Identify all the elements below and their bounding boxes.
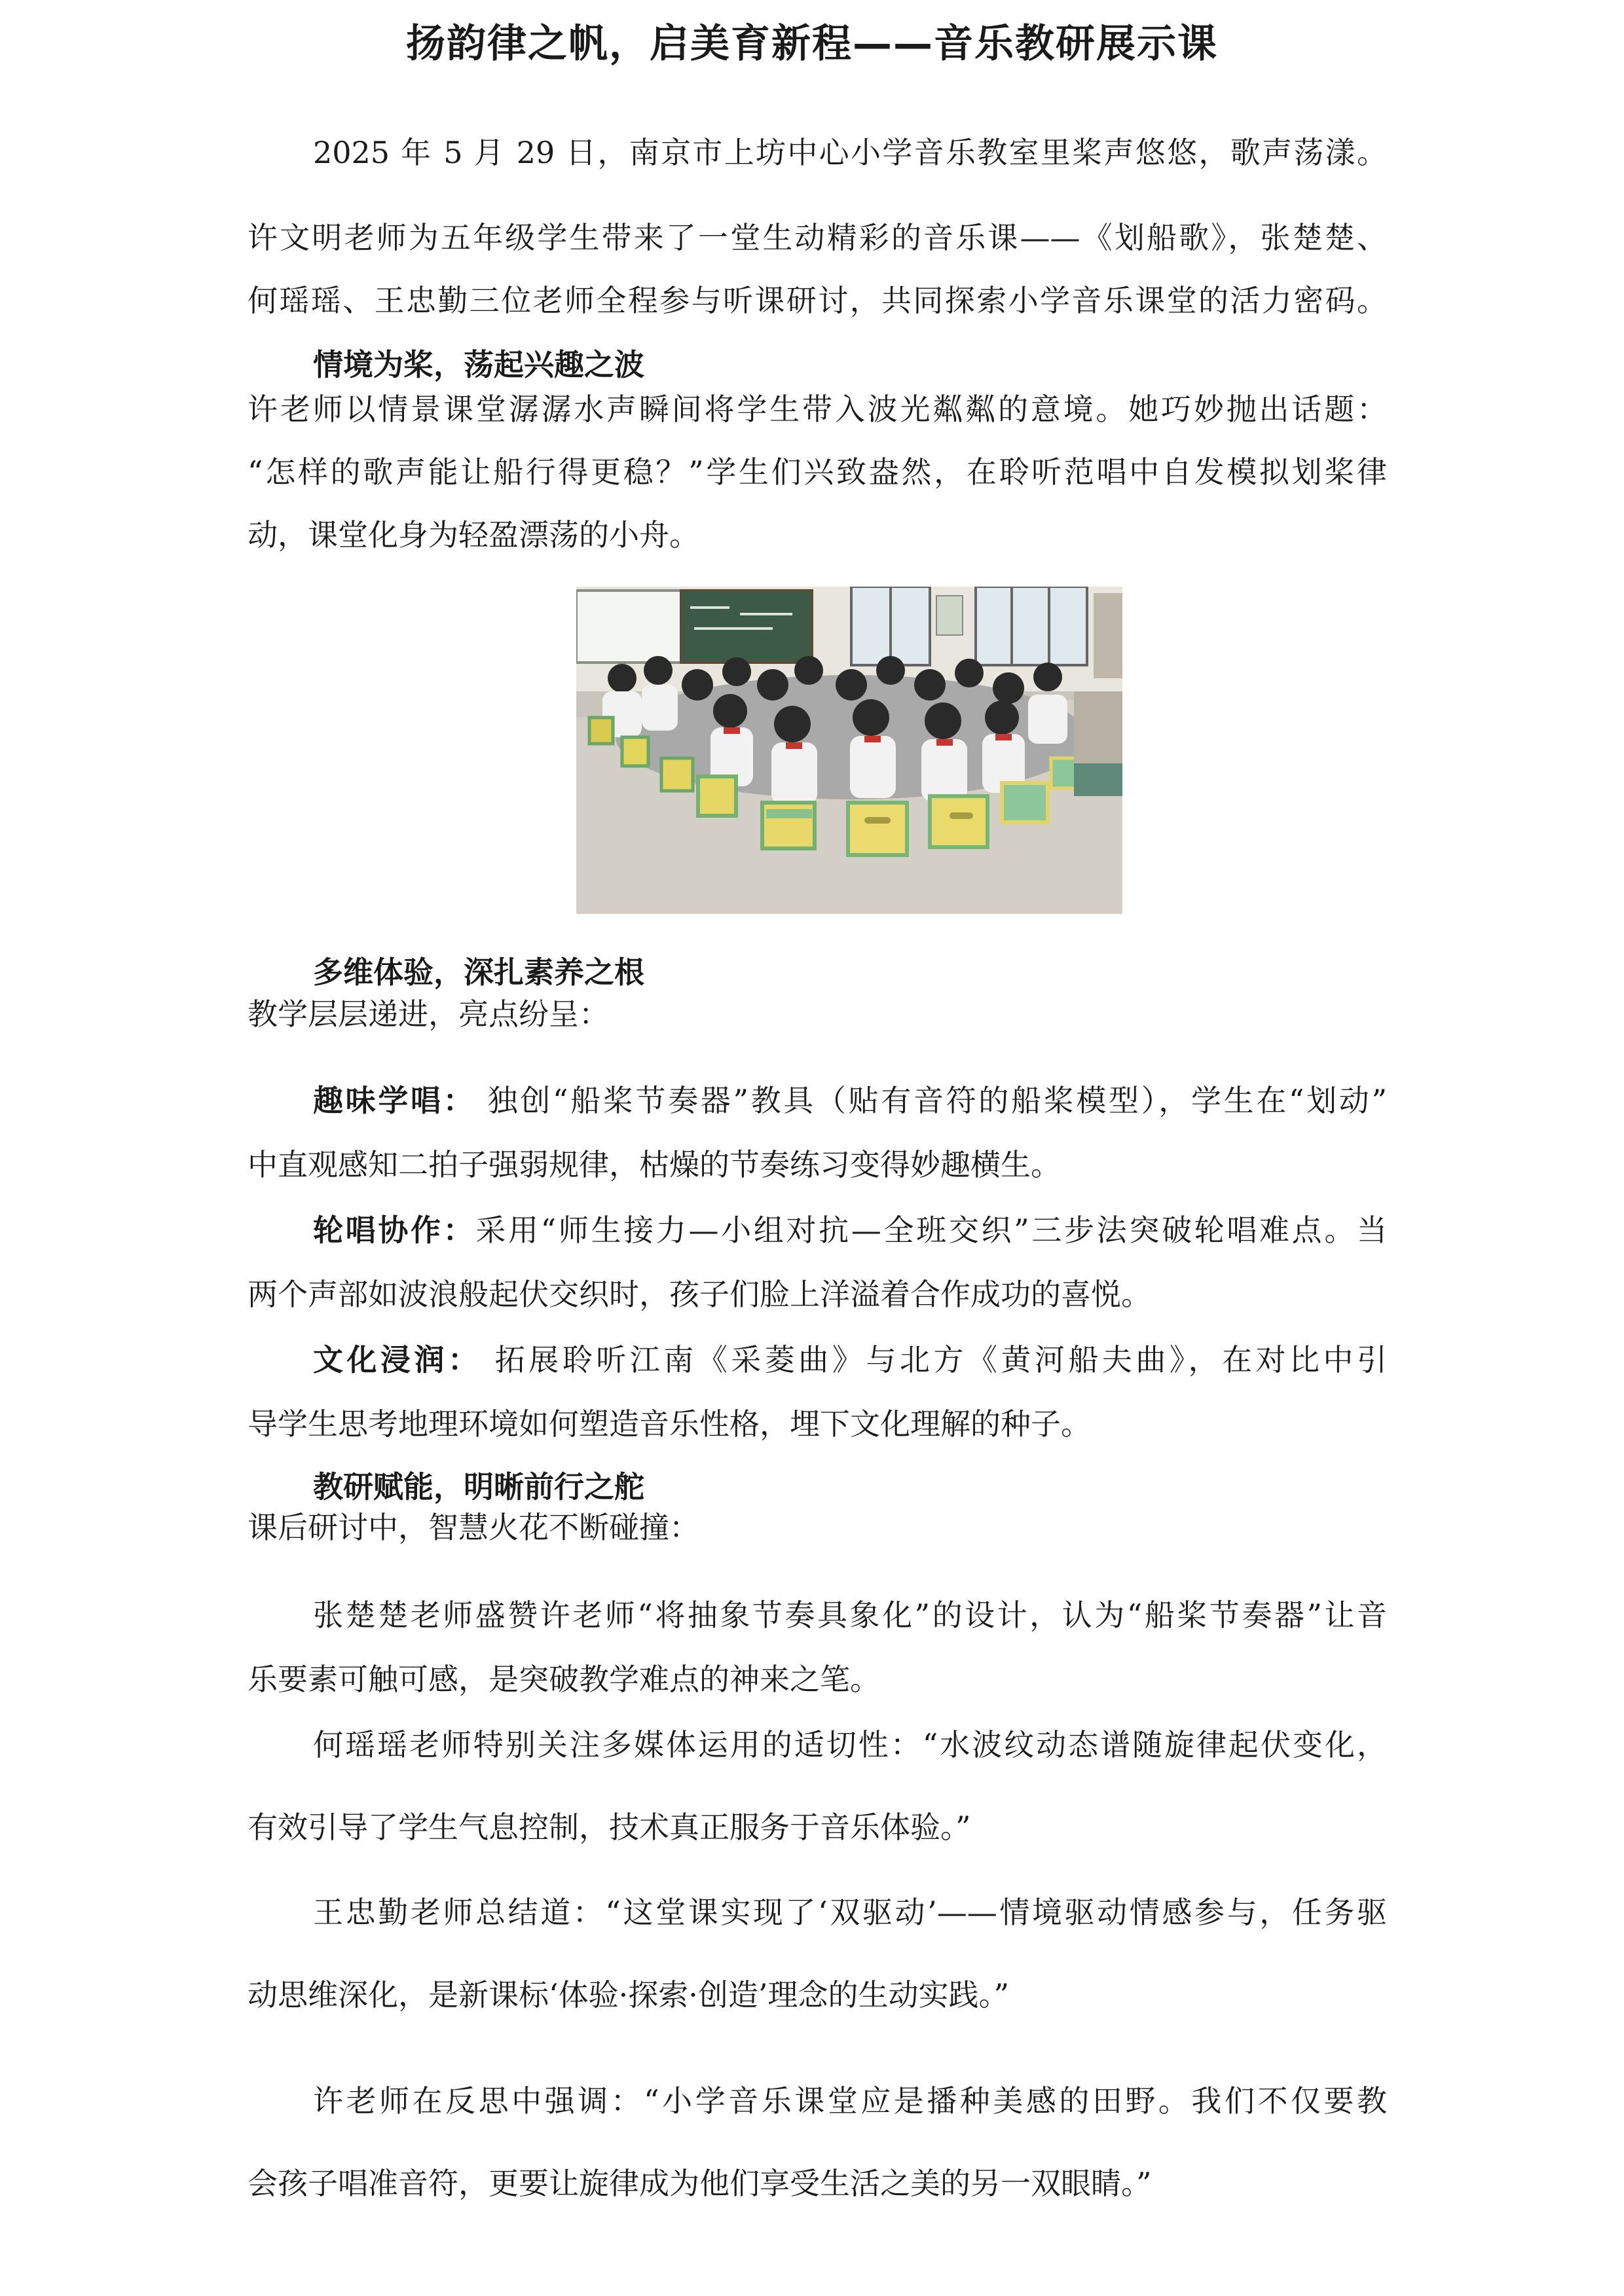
item-1-text: 独创“船桨节奏器”教具（贴有音符的船桨模型），学生在“划动” — [475, 1083, 1387, 1118]
item-3-text: 拓展聆听江南《采菱曲》与北方《黄河船夫曲》，在对比中引 — [481, 1342, 1388, 1377]
classroom-photo-illustration — [576, 587, 1122, 914]
section3-intro: 课后研讨中，智慧火花不断碰撞： — [248, 1510, 699, 1545]
item-2-text: 采用“师生接力—小组对抗—全班交织”三步法突破轮唱难点。当 — [475, 1212, 1387, 1248]
section1-line-2: “怎样的歌声能让船行得更稳？”学生们兴致盎然，在聆听范唱中自发模拟划桨律 — [248, 454, 1387, 490]
section3-para-1-line-2: 乐要素可触可感，是突破教学难点的神来之笔。 — [248, 1662, 880, 1697]
section3-para-4-line-1: 许老师在反思中强调：“小学音乐课堂应是播种美感的田野。我们不仅要教 — [313, 2083, 1387, 2119]
section2-item-1-line-2: 中直观感知二拍子强弱规律，枯燥的节奏练习变得妙趣横生。 — [248, 1147, 1061, 1182]
item-2-lead: 轮唱协作： — [313, 1212, 476, 1248]
item-3-lead: 文化浸润： — [313, 1342, 482, 1377]
item-1-lead: 趣味学唱： — [313, 1083, 476, 1118]
section2-item-2-line-1 — [313, 1209, 1387, 1252]
section2-item-3-line-2: 导学生思考地理环境如何塑造音乐性格，埋下文化理解的种子。 — [248, 1406, 1091, 1442]
section-heading-1: 情境为桨，荡起兴趣之波 — [313, 347, 644, 382]
section3-para-1-line-1: 张楚楚老师盛赞许老师“将抽象节奏具象化”的设计，认为“船桨节奏器”让音 — [313, 1597, 1387, 1633]
section-heading-3: 教研赋能，明晰前行之舵 — [313, 1469, 644, 1504]
classroom-photo — [576, 587, 1122, 914]
section3-para-2-line-2: 有效引导了学生气息控制，技术真正服务于音乐体验。” — [248, 1810, 971, 1845]
section2-intro: 教学层层递进，亮点纷呈： — [248, 996, 609, 1032]
section2-item-2-line-2: 两个声部如波浪般起伏交织时，孩子们脸上洋溢着合作成功的喜悦。 — [248, 1277, 1151, 1312]
section2-item-1-line-1 — [313, 1079, 1387, 1122]
section3-para-2-line-1: 何瑶瑶老师特别关注多媒体运用的适切性：“水波纹动态谱随旋律起伏变化， — [313, 1727, 1387, 1762]
section3-para-3-line-2: 动思维深化，是新课标‘体验·探索·创造’理念的生动实践。” — [248, 1977, 1010, 2013]
intro-line-3: 何瑶瑶、王忠勤三位老师全程参与听课研讨，共同探索小学音乐课堂的活力密码。 — [248, 283, 1387, 318]
section3-para-4-line-2: 会孩子唱准音符，更要让旋律成为他们享受生活之美的另一双眼睛。” — [248, 2166, 1152, 2201]
page-title: 扬韵律之帆，启美育新程——音乐教研展示课 — [406, 21, 1218, 67]
section-heading-2: 多维体验，深扎素养之根 — [313, 955, 644, 990]
section1-line-1: 许老师以情景课堂潺潺水声瞬间将学生带入波光粼粼的意境。她巧妙抛出话题： — [248, 392, 1387, 427]
intro-line-2: 许文明老师为五年级学生带来了一堂生动精彩的音乐课——《划船歌》，张楚楚、 — [248, 220, 1387, 255]
section3-para-3-line-1: 王忠勤老师总结道：“这堂课实现了‘双驱动’——情境驱动情感参与，任务驱 — [313, 1895, 1387, 1930]
section2-item-3-line-1 — [313, 1338, 1387, 1381]
intro-line-1: 2025 年 5 月 29 日，南京市上坊中心小学音乐教室里桨声悠悠，歌声荡漾。 — [313, 135, 1387, 170]
section1-line-3: 动，课堂化身为轻盈漂荡的小舟。 — [248, 517, 699, 553]
